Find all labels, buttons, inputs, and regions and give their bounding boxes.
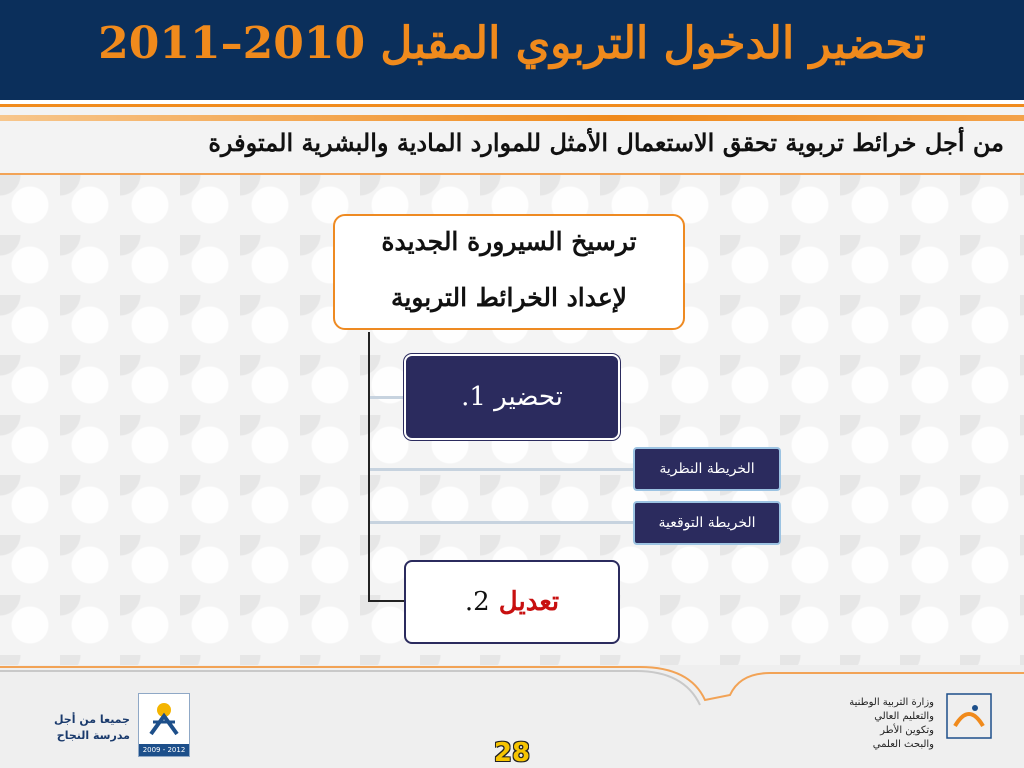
ministry-line: والتعليم العالي bbox=[874, 711, 934, 722]
star-figure-icon bbox=[139, 694, 189, 744]
sub-item-forecast-map bbox=[633, 501, 781, 545]
root-node-line2: لإعداد الخرائط التربوية bbox=[390, 283, 628, 312]
ministry-line: والبحث العلمي bbox=[872, 739, 934, 750]
connector-step1 bbox=[370, 396, 404, 399]
slogan-line1: جميعا من أجل bbox=[53, 713, 130, 726]
header-accent-stripe bbox=[0, 115, 1024, 121]
header-bar bbox=[0, 0, 1024, 100]
step1-label: تحضير bbox=[494, 382, 563, 412]
ministry-logo-icon bbox=[945, 692, 993, 740]
tree-trunk-line bbox=[368, 332, 370, 602]
connector-step2 bbox=[368, 600, 408, 602]
sub-item-label: الخريطة النظرية bbox=[659, 461, 755, 477]
step1-node bbox=[404, 354, 620, 440]
slide-title: تحضير الدخول التربوي المقبل 2010–2011 bbox=[98, 18, 926, 69]
ministry-line: وتكوين الأطر bbox=[880, 725, 934, 736]
subtitle-divider bbox=[0, 173, 1024, 175]
program-badge-logo bbox=[138, 693, 190, 757]
root-node bbox=[333, 214, 685, 330]
ministry-line: وزارة التربية الوطنية bbox=[849, 697, 934, 708]
step2-node bbox=[404, 560, 620, 644]
step2-label: تعديل bbox=[498, 587, 560, 617]
slogan-text bbox=[30, 712, 130, 744]
slogan-line2: مدرسة النجاح bbox=[56, 729, 130, 742]
sub-item-theoretical-map bbox=[633, 447, 781, 491]
connector-sub2 bbox=[370, 521, 634, 524]
sub-item-label: الخريطة التوقعية bbox=[658, 515, 756, 531]
slide-subtitle: من أجل خرائط تربوية تحقق الاستعمال الأمثل للموارد المادية والبشرية المتوفرة bbox=[208, 128, 1004, 157]
badge-years: 2009 - 2012 bbox=[139, 744, 189, 756]
header-divider-orange bbox=[0, 104, 1024, 107]
step2-number: 2. bbox=[464, 587, 490, 617]
root-node-line1: ترسيخ السيرورة الجديدة bbox=[381, 227, 637, 256]
step1-number: 1. bbox=[461, 382, 486, 412]
connector-sub1 bbox=[370, 468, 634, 471]
ministry-name bbox=[758, 696, 934, 752]
page-number: 28 bbox=[493, 738, 531, 768]
